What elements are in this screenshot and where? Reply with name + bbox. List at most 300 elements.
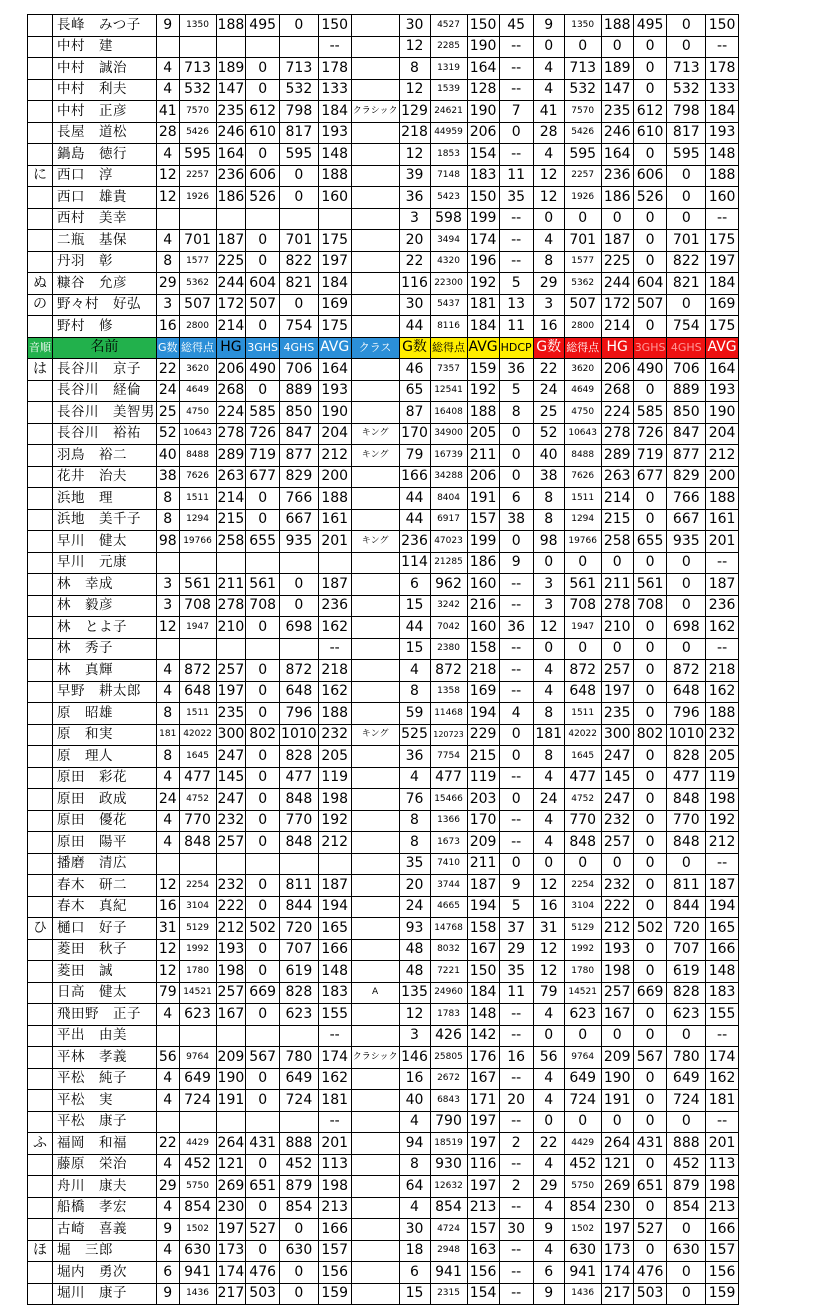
table-row (28, 1219, 739, 1241)
g-count-1-cell: 12 (157, 939, 180, 961)
g-count-3-cell: 16 (533, 316, 564, 338)
three-game-high-3-cell: 527 (633, 1219, 667, 1241)
player-name-cell: 野村 修 (53, 316, 157, 338)
high-game-1-cell: 209 (216, 1047, 246, 1069)
average-2-cell: 116 (467, 1154, 499, 1176)
handicap-cell: 2 (499, 1133, 533, 1155)
average-3-cell: 166 (706, 1219, 739, 1241)
g-count-2-cell: 40 (399, 1090, 430, 1112)
total-score-3-cell: 2254 (564, 875, 601, 897)
g-count-3-cell: 4 (533, 1004, 564, 1026)
average-3-cell: 113 (706, 1154, 739, 1176)
g-count-3-cell: 12 (533, 165, 564, 187)
average-2-cell: 205 (467, 423, 499, 445)
table-row (28, 294, 739, 316)
index-initial-cell (28, 875, 53, 897)
four-game-high-3-cell: 0 (667, 208, 706, 230)
total-score-3-cell: 452 (564, 1154, 601, 1176)
total-score-2-cell: 7042 (430, 617, 467, 639)
index-initial-cell (28, 617, 53, 639)
total-score-3-cell: 1577 (564, 251, 601, 273)
three-game-high-3-cell: 0 (633, 746, 667, 768)
total-score-3-cell: 1992 (564, 939, 601, 961)
average-1-cell (318, 853, 351, 875)
average-3-cell: 218 (706, 660, 739, 682)
total-score-1-cell (179, 208, 216, 230)
player-name-cell: 中村 建 (53, 36, 157, 58)
average-3-cell: 205 (706, 746, 739, 768)
class-cell (351, 165, 399, 187)
player-name-cell: 長谷川 美智男 (53, 402, 157, 424)
high-game-1-cell (216, 36, 246, 58)
g-count-3-cell: 4 (533, 1240, 564, 1262)
four-game-high-1-cell: 888 (280, 1133, 319, 1155)
four-game-high-3-cell: 595 (667, 144, 706, 166)
player-name-cell: 早川 元康 (53, 552, 157, 574)
high-game-3-cell: 217 (601, 1283, 633, 1305)
g-count-3-cell: 8 (533, 509, 564, 531)
g-count-2-cell: 15 (399, 1283, 430, 1305)
handicap-cell: -- (499, 208, 533, 230)
player-name-cell: 浜地 美千子 (53, 509, 157, 531)
total-score-3-cell: 4752 (564, 789, 601, 811)
high-game-1-cell: 189 (216, 58, 246, 80)
player-name-cell: 飛田野 正子 (53, 1004, 157, 1026)
three-game-high-1-cell: 0 (246, 703, 280, 725)
class-cell (351, 896, 399, 918)
total-score-3-cell: 872 (564, 660, 601, 682)
average-1-cell: 164 (318, 359, 351, 381)
average-1-cell: 218 (318, 660, 351, 682)
player-name-cell: 平松 康子 (53, 1111, 157, 1133)
average-2-cell: 167 (467, 1068, 499, 1090)
average-3-cell: 174 (706, 1047, 739, 1069)
total-score-2-cell: 12632 (430, 1176, 467, 1198)
four-game-high-3-cell: 532 (667, 79, 706, 101)
g-count-2-cell: 24 (399, 896, 430, 918)
player-name-cell: 平出 由美 (53, 1025, 157, 1047)
average-1-cell: 198 (318, 1176, 351, 1198)
high-game-1-cell: 222 (216, 896, 246, 918)
total-score-3-cell: 3104 (564, 896, 601, 918)
g-count-1-cell: 8 (157, 488, 180, 510)
total-score-1-cell: 452 (179, 1154, 216, 1176)
table-row (28, 101, 739, 123)
average-1-cell: 184 (318, 101, 351, 123)
table-row (28, 273, 739, 295)
high-game-3-cell: 246 (601, 122, 633, 144)
total-score-2-cell: 15466 (430, 789, 467, 811)
table-row (28, 1068, 739, 1090)
average-1-cell: 113 (318, 1154, 351, 1176)
g-count-1-cell: 28 (157, 122, 180, 144)
g-count-2-cell: 114 (399, 552, 430, 574)
handicap-cell: 29 (499, 939, 533, 961)
handicap-cell: -- (499, 660, 533, 682)
three-game-high-1-cell: 0 (246, 832, 280, 854)
g-count-3-cell: 29 (533, 273, 564, 295)
class-cell (351, 1240, 399, 1262)
g-count-1-cell: 4 (157, 810, 180, 832)
g-count-3-cell: 22 (533, 1133, 564, 1155)
high-game-1-cell: 247 (216, 746, 246, 768)
high-game-1-cell: 257 (216, 660, 246, 682)
total-score-1-cell: 1992 (179, 939, 216, 961)
index-initial-cell (28, 552, 53, 574)
class-cell (351, 509, 399, 531)
player-name-cell: 原 昭雄 (53, 703, 157, 725)
player-name-cell: 花井 治夫 (53, 466, 157, 488)
four-game-high-1-cell (280, 638, 319, 660)
handicap-cell: 9 (499, 552, 533, 574)
average-3-cell: 183 (706, 982, 739, 1004)
three-game-high-1-cell: 585 (246, 402, 280, 424)
class-cell (351, 273, 399, 295)
average-2-cell: 171 (467, 1090, 499, 1112)
g-count-3-cell: 22 (533, 359, 564, 381)
total-score-3-cell: 5426 (564, 122, 601, 144)
player-name-cell: 堀内 勇次 (53, 1262, 157, 1284)
total-score-3-cell: 623 (564, 1004, 601, 1026)
three-game-high-1-cell: 0 (246, 1068, 280, 1090)
total-score-2-cell: 2672 (430, 1068, 467, 1090)
g-count-1-cell: 29 (157, 273, 180, 295)
index-initial-cell (28, 466, 53, 488)
g-count-2-cell: 3 (399, 208, 430, 230)
player-name-cell: 早野 耕太郎 (53, 681, 157, 703)
three-game-high-3-cell: 726 (633, 423, 667, 445)
total-score-1-cell: 3620 (179, 359, 216, 381)
class-cell (351, 1133, 399, 1155)
g-count-1-cell: 9 (157, 1283, 180, 1305)
table-row (28, 810, 739, 832)
total-score-3-cell: 1502 (564, 1219, 601, 1241)
four-game-high-1-cell: 822 (280, 251, 319, 273)
g-count-3-cell: 4 (533, 1197, 564, 1219)
three-game-high-1-cell: 708 (246, 595, 280, 617)
average-3-cell: 148 (706, 961, 739, 983)
three-game-high-1-cell: 0 (246, 79, 280, 101)
four-game-high-1-cell: 477 (280, 767, 319, 789)
table-row (28, 1133, 739, 1155)
high-game-3-cell: 147 (601, 79, 633, 101)
total-score-2-cell: 8116 (430, 316, 467, 338)
high-game-3-cell: 121 (601, 1154, 633, 1176)
four-game-high-3-cell: 706 (667, 359, 706, 381)
four-game-high-1-cell: 707 (280, 939, 319, 961)
total-score-1-cell: 9764 (179, 1047, 216, 1069)
table-row (28, 1047, 739, 1069)
index-initial-cell (28, 1068, 53, 1090)
average-1-cell: 205 (318, 746, 351, 768)
average-3-cell: 201 (706, 531, 739, 553)
total-score-3-cell: 1926 (564, 187, 601, 209)
four-game-high-1-cell: 0 (280, 1283, 319, 1305)
handicap-cell: 8 (499, 402, 533, 424)
average-3-cell: 184 (706, 273, 739, 295)
total-score-1-cell (179, 36, 216, 58)
three-game-high-3-cell: 719 (633, 445, 667, 467)
four-game-high-3-cell: 798 (667, 101, 706, 123)
g-count-2-cell: 35 (399, 853, 430, 875)
average-2-cell: 184 (467, 316, 499, 338)
three-game-high-3-cell: 0 (633, 58, 667, 80)
index-initial-cell (28, 810, 53, 832)
three-game-high-1-cell: 507 (246, 294, 280, 316)
total-score-1-cell: 4649 (179, 380, 216, 402)
g-count-1-cell: 3 (157, 294, 180, 316)
g-count-3-cell: 25 (533, 402, 564, 424)
handicap-cell: -- (499, 1283, 533, 1305)
table-row (28, 1004, 739, 1026)
player-name-cell: 樋口 好子 (53, 918, 157, 940)
three-game-high-1-cell: 802 (246, 724, 280, 746)
total-score-2-cell: 6917 (430, 509, 467, 531)
four-game-high-1-cell: 811 (280, 875, 319, 897)
g-count-2-cell: 22 (399, 251, 430, 273)
high-game-3-cell: 247 (601, 789, 633, 811)
average-1-cell: 162 (318, 681, 351, 703)
total-score-3-cell: 0 (564, 36, 601, 58)
total-score-1-cell: 724 (179, 1090, 216, 1112)
four-game-high-3-cell: 854 (667, 1197, 706, 1219)
g-count-2-cell: 59 (399, 703, 430, 725)
total-score-2-cell: 477 (430, 767, 467, 789)
handicap-cell: 0 (499, 445, 533, 467)
high-game-3-cell: 198 (601, 961, 633, 983)
player-name-cell: 長谷川 裕祐 (53, 423, 157, 445)
g-count-2-cell: 36 (399, 187, 430, 209)
four-game-high-3-cell: 770 (667, 810, 706, 832)
high-game-3-cell: 172 (601, 294, 633, 316)
three-game-high-1-cell: 431 (246, 1133, 280, 1155)
total-score-1-cell: 1436 (179, 1283, 216, 1305)
player-name-cell: 春木 真紀 (53, 896, 157, 918)
four-game-high-1-cell: 0 (280, 574, 319, 596)
three-game-high-1-cell: 604 (246, 273, 280, 295)
g-count-1-cell: 41 (157, 101, 180, 123)
g-count-3-cell: 4 (533, 79, 564, 101)
average-1-cell (318, 552, 351, 574)
three-game-high-3-cell: 0 (633, 1111, 667, 1133)
average-3-cell: 157 (706, 1240, 739, 1262)
class-cell (351, 294, 399, 316)
average-2-cell: 176 (467, 1047, 499, 1069)
average-1-cell: 190 (318, 402, 351, 424)
four-game-high-3-cell: 0 (667, 638, 706, 660)
g-count-2-cell: 39 (399, 165, 430, 187)
high-game-3-cell: 257 (601, 832, 633, 854)
three-game-high-1-cell: 0 (246, 896, 280, 918)
total-score-2-cell: 1783 (430, 1004, 467, 1026)
four-game-high-3-cell: 780 (667, 1047, 706, 1069)
player-name-cell: 西村 美幸 (53, 208, 157, 230)
total-score-1-cell: 1947 (179, 617, 216, 639)
average-2-cell: 199 (467, 531, 499, 553)
average-1-cell: 156 (318, 1262, 351, 1284)
header-average-2: AVG (467, 337, 499, 359)
total-score-1-cell: 7626 (179, 466, 216, 488)
high-game-1-cell: 147 (216, 79, 246, 101)
class-cell (351, 853, 399, 875)
handicap-cell: 35 (499, 961, 533, 983)
average-2-cell: 216 (467, 595, 499, 617)
total-score-1-cell: 5129 (179, 918, 216, 940)
g-count-2-cell: 44 (399, 316, 430, 338)
three-game-high-3-cell: 0 (633, 767, 667, 789)
average-3-cell: 169 (706, 294, 739, 316)
high-game-3-cell: 247 (601, 746, 633, 768)
three-game-high-1-cell: 0 (246, 1240, 280, 1262)
high-game-3-cell: 300 (601, 724, 633, 746)
index-initial-cell (28, 660, 53, 682)
header-average-3: AVG (706, 337, 739, 359)
high-game-3-cell: 190 (601, 1068, 633, 1090)
high-game-3-cell: 0 (601, 208, 633, 230)
class-cell (351, 58, 399, 80)
total-score-2-cell: 3242 (430, 595, 467, 617)
three-game-high-3-cell: 0 (633, 961, 667, 983)
index-initial-cell (28, 230, 53, 252)
total-score-2-cell: 2948 (430, 1240, 467, 1262)
three-game-high-1-cell (246, 208, 280, 230)
high-game-3-cell: 244 (601, 273, 633, 295)
total-score-1-cell (179, 638, 216, 660)
class-cell (351, 488, 399, 510)
average-1-cell: 198 (318, 789, 351, 811)
three-game-high-1-cell (246, 1111, 280, 1133)
three-game-high-1-cell (246, 552, 280, 574)
three-game-high-1-cell: 0 (246, 1090, 280, 1112)
high-game-3-cell: 189 (601, 58, 633, 80)
three-game-high-3-cell: 0 (633, 703, 667, 725)
average-1-cell: 212 (318, 445, 351, 467)
three-game-high-3-cell: 0 (633, 316, 667, 338)
g-count-1-cell: 9 (157, 15, 180, 37)
handicap-cell: 9 (499, 875, 533, 897)
handicap-cell: -- (499, 832, 533, 854)
four-game-high-3-cell: 888 (667, 1133, 706, 1155)
total-score-2-cell: 4320 (430, 251, 467, 273)
total-score-2-cell: 18519 (430, 1133, 467, 1155)
g-count-2-cell: 4 (399, 1197, 430, 1219)
average-1-cell: 160 (318, 187, 351, 209)
average-3-cell: 188 (706, 165, 739, 187)
three-game-high-3-cell: 561 (633, 574, 667, 596)
average-2-cell: 142 (467, 1025, 499, 1047)
g-count-3-cell: 12 (533, 187, 564, 209)
table-row (28, 552, 739, 574)
four-game-high-1-cell: 0 (280, 165, 319, 187)
table-row (28, 1111, 739, 1133)
total-score-3-cell: 708 (564, 595, 601, 617)
g-count-2-cell: 15 (399, 638, 430, 660)
total-score-3-cell: 14521 (564, 982, 601, 1004)
total-score-2-cell: 7148 (430, 165, 467, 187)
four-game-high-1-cell: 879 (280, 1176, 319, 1198)
player-name-cell: 林 秀子 (53, 638, 157, 660)
player-name-cell: 原 理人 (53, 746, 157, 768)
handicap-cell: -- (499, 595, 533, 617)
average-2-cell: 209 (467, 832, 499, 854)
average-2-cell: 157 (467, 509, 499, 531)
high-game-3-cell: 0 (601, 552, 633, 574)
g-count-2-cell: 8 (399, 810, 430, 832)
average-2-cell: 150 (467, 187, 499, 209)
header-total-score-1: 総得点 (179, 337, 216, 359)
three-game-high-1-cell: 503 (246, 1283, 280, 1305)
three-game-high-3-cell: 669 (633, 982, 667, 1004)
index-initial-cell (28, 982, 53, 1004)
average-2-cell: 187 (467, 875, 499, 897)
g-count-3-cell: 9 (533, 1283, 564, 1305)
handicap-cell: -- (499, 251, 533, 273)
g-count-1-cell (157, 1111, 180, 1133)
index-initial-cell (28, 122, 53, 144)
total-score-2-cell: 12541 (430, 380, 467, 402)
total-score-3-cell: 3620 (564, 359, 601, 381)
g-count-2-cell: 30 (399, 1219, 430, 1241)
three-game-high-1-cell: 610 (246, 122, 280, 144)
high-game-3-cell: 211 (601, 574, 633, 596)
four-game-high-3-cell: 0 (667, 574, 706, 596)
class-cell (351, 1197, 399, 1219)
table-row (28, 316, 739, 338)
class-cell: クラシック (351, 1047, 399, 1069)
four-game-high-1-cell: 872 (280, 660, 319, 682)
g-count-2-cell: 12 (399, 36, 430, 58)
average-2-cell: 215 (467, 746, 499, 768)
average-1-cell: 188 (318, 488, 351, 510)
table-row (28, 1283, 739, 1305)
high-game-3-cell: 289 (601, 445, 633, 467)
class-cell (351, 1262, 399, 1284)
class-cell (351, 681, 399, 703)
g-count-2-cell: 44 (399, 617, 430, 639)
player-name-cell: 西口 淳 (53, 165, 157, 187)
total-score-3-cell: 701 (564, 230, 601, 252)
average-2-cell: 128 (467, 79, 499, 101)
total-score-1-cell: 595 (179, 144, 216, 166)
g-count-3-cell: 6 (533, 1262, 564, 1284)
g-count-1-cell: 24 (157, 380, 180, 402)
four-game-high-1-cell: 630 (280, 1240, 319, 1262)
average-3-cell: -- (706, 208, 739, 230)
class-cell (351, 1176, 399, 1198)
three-game-high-1-cell (246, 853, 280, 875)
index-initial-cell (28, 703, 53, 725)
index-initial-cell (28, 79, 53, 101)
g-count-2-cell: 30 (399, 294, 430, 316)
average-1-cell: 178 (318, 58, 351, 80)
index-initial-cell (28, 316, 53, 338)
average-3-cell: 164 (706, 359, 739, 381)
handicap-cell: 0 (499, 466, 533, 488)
three-game-high-1-cell: 0 (246, 488, 280, 510)
high-game-3-cell: 257 (601, 982, 633, 1004)
high-game-3-cell: 193 (601, 939, 633, 961)
high-game-1-cell: 232 (216, 875, 246, 897)
high-game-3-cell: 232 (601, 810, 633, 832)
total-score-3-cell: 648 (564, 681, 601, 703)
table-row (28, 36, 739, 58)
g-count-1-cell: 9 (157, 1219, 180, 1241)
total-score-2-cell: 1358 (430, 681, 467, 703)
total-score-2-cell: 790 (430, 1111, 467, 1133)
average-1-cell: 162 (318, 1068, 351, 1090)
class-cell (351, 810, 399, 832)
g-count-2-cell: 94 (399, 1133, 430, 1155)
